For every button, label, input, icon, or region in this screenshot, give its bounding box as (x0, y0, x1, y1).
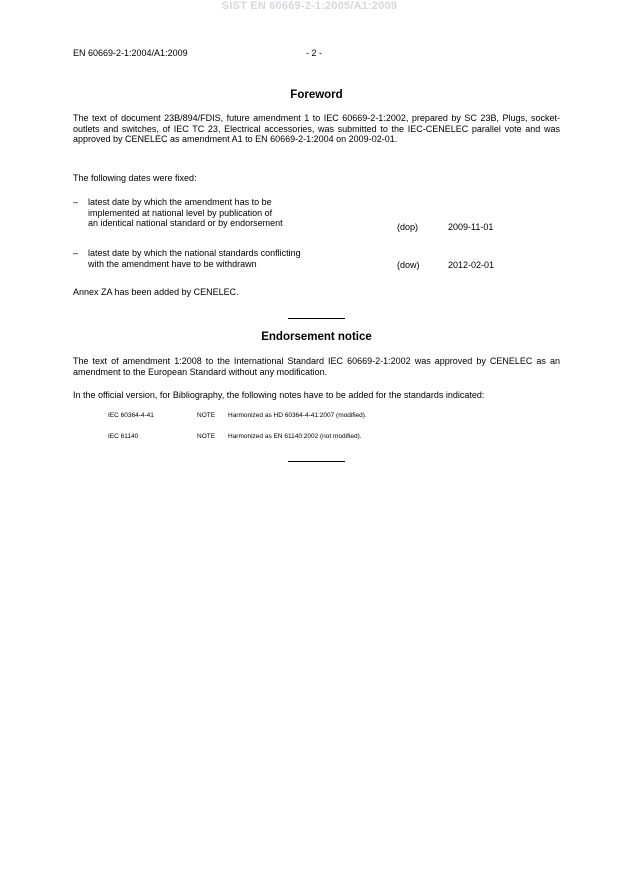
end-divider (288, 461, 345, 462)
note-standard: IEC 61140 (108, 433, 139, 440)
annex-note: Annex ZA has been added by CENELEC. (73, 287, 239, 297)
date-item-line: latest date by which the national standards conflicting (88, 248, 301, 258)
date-value-dop: 2009-11-01 (448, 222, 494, 232)
foreword-title: Foreword (290, 89, 343, 101)
date-abbr-dow: (dow) (397, 260, 420, 270)
date-item-line: an identical national standard or by endorsement (88, 218, 283, 228)
note-text: Harmonized as EN 61140:2002 (not modified). (228, 433, 362, 440)
date-item-line: latest date by which the amendment has to be (88, 197, 272, 207)
note-label: NOTE (197, 433, 216, 440)
note-text: Harmonized as HD 60364-4-41:2007 (modified). (228, 412, 367, 419)
list-dash: – (73, 248, 79, 258)
date-value-dow: 2012-02-01 (448, 260, 495, 270)
note-label: NOTE (197, 412, 216, 419)
dates-intro: The following dates were fixed: (73, 173, 197, 183)
date-item-line: implemented at national level by publication of (88, 207, 273, 218)
date-abbr-dop: (dop) (397, 222, 419, 232)
list-dash: – (73, 197, 79, 207)
foreword-paragraph: The text of document 23B/894/FDIS, future amendment 1 to IEC 60669-2-1:2002, prepared by SC 23B, Plugs, socket-outlets and switches, of IEC TC 23, Electrical accessories, was submitted to the IEC-CENELEC parallel vote and was approved by CENELEC as amendment A1 to EN 60669-2-1:2004 on 2009-02-01. (73, 113, 560, 144)
endorsement-paragraph: The text of amendment 1:2008 to the International Standard IEC 60669-2-1:2002 was approved by CENELEC as an amendment to the European Standard without any modification. (73, 356, 560, 377)
endorsement-title: Endorsement notice (261, 331, 372, 343)
watermark: SIST EN 60669-2-1:2005/A1:2009 (221, 0, 398, 12)
section-divider (288, 318, 345, 319)
page-number: - 2 - (306, 48, 323, 58)
document-id: EN 60669-2-1:2004/A1:2009 (73, 48, 188, 58)
note-standard: IEC 60364-4-41 (108, 412, 154, 419)
date-item-line: with the amendment have to be withdrawn (88, 258, 257, 269)
bibliography-intro: In the official version, for Bibliography, the following notes have to be added for the standards indicated: (73, 390, 485, 400)
